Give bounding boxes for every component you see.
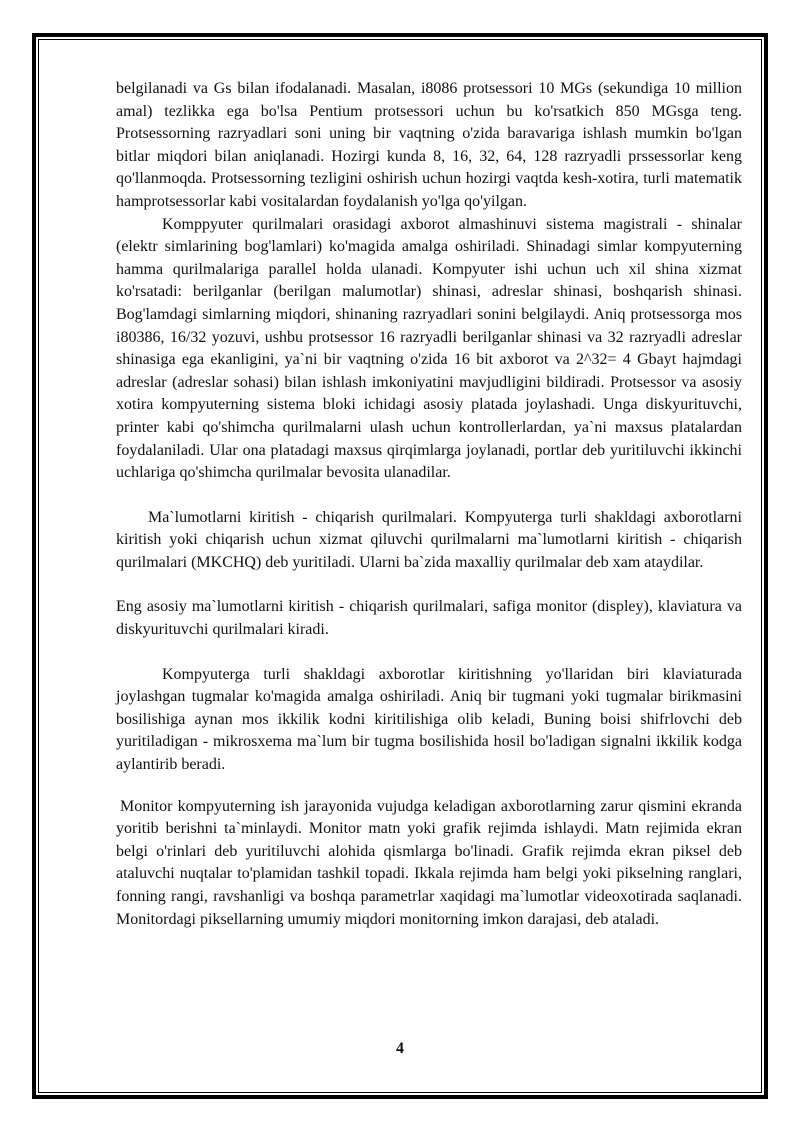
paragraph-6: Monitor kompyuterning ish jarayonida vujudga keladigan axborotlarning zarur qismini ekranda yoritib berishni ta`minlaydi. Monitor matn yoki grafik rejimda ishlaydi. Matn rejimida ekran belgi o'rinlari deb yuritiluvchi alohida qismlarga bo'linadi. Grafik rejimda ekran piksel deb ataluvchi nuqtalar to'plamidan tashkil topadi. Ikkala rejimda ham belgi yoki pikselning ranglari, fonning rangi, ravshanligi va boshqa parametrlar xaqidagi ma`lumotlar videoxotirada saqlanadi. Monitordagi piksellarning umumiy miqdori monitorning imkon darajasi, deb ataladi. — [116, 797, 742, 928]
paragraph-5: Kompyuterga turli shakldagi axborotlar kiritishning yo'llaridan biri klaviaturada joylashgan tugmalar ko'magida amalga oshiriladi. Aniq bir tugmani yoki tugmalar birikmasini bosilishiga aynan mos ikkilik kodni kiritilishiga olib keladi, Buning boisi shifrlovchi deb yuritiladigan - mikrosxema ma`lum bir tugma bosilishida hosil bo'ladigan signalni ikkilik kodga aylantirib beradi. — [116, 665, 742, 774]
paragraph-4: Eng asosiy ma`lumotlarni kiritish - chiqarish qurilmalari, safiga monitor (displey), klaviatura va diskyurituvchi qurilmalari kiradi. — [116, 598, 742, 639]
page-number: 4 — [396, 1040, 404, 1057]
paragraph-1: belgilanadi va Gs bilan ifodalanadi. Masalan, i8086 protsessori 10 MGs (sekundiga 10 million amal) tezlikka ega bo'lsa Pentium protsessori uchun bu ko'rsatkich 850 MGsga teng. Protsessorning razryadlari soni uning bir vaqtning o'zida baravariga ishlash mumkin bo'lgan bitlar miqdori bilan aniqlanadi. Hozirgi kunda 8, 16, 32, 64, 128 razryadli prssessorlar keng qo'llanmoqda. Protsessorning tezligini oshirish uchun hozirgi vaqtda kesh-xotira, turli matematik hamprotsessorlar kabi vositalardan foydalanish yo'lga qo'yilgan. — [116, 80, 742, 210]
paragraph-3: Ma`lumotlarni kiritish - chiqarish qurilmalari. Kompyuterga turli shakldagi axborotlarni kiritish yoki chiqarish uchun xizmat qiluvchi qurilmalarni ma`lumotlarni kiritish - chiqarish qurilmalari (MKCHQ) deb yuritiladi. Ularni ba`zida maxalliy qurilmalar deb xam ataydilar. — [116, 508, 742, 571]
page-body — [116, 78, 742, 931]
paragraph-2: Komppyuter qurilmalari orasidagi axborot almashinuvi sistema magistrali - shinalar (elektr simlarining bog'lamlari) ko'magida amalga oshiriladi. Shinadagi simlar kompyuterning hamma qurilmalariga parallel holda ulanadi. Kompyuter ishi uchun uch xil shina xizmat ko'rsatadi: berilganlar (berilgan malumotlar) shinasi, adreslar shinasi, boshqarish shinasi. Bog'lamdagi simlarning miqdori, shinaning razryadlari sonini belgilaydi. Aniq protsessorga mos i80386, 16/32 yozuvi, ushbu protsessor 16 razryadli berilganlar shinasi va 32 razryadli adreslar shinasiga ega ekanligini, ya`ni bir vaqtning o'zida 16 bit axborot va 2^32= 4 Gbayt hajmdagi adreslar (adreslar sohasi) bilan ishlash imkoniyatini mavjudligini bildiradi. Protsessor va asosiy xotira kompyuterning sistema bloki ichidagi asosiy platada joylashadi. Unga diskyurituvchi, printer kabi qo'shimcha qurilmalarni ulash uchun kontrollerlardan, ya`ni maxsus platalardan foydalaniladi. Ular ona platadagi maxsus qirqimlarga joylanadi, portlar deb yuritiluvchi ikkinchi uchlariga qo'shimcha qurilmalar bevosita ulanadilar. — [116, 215, 742, 482]
